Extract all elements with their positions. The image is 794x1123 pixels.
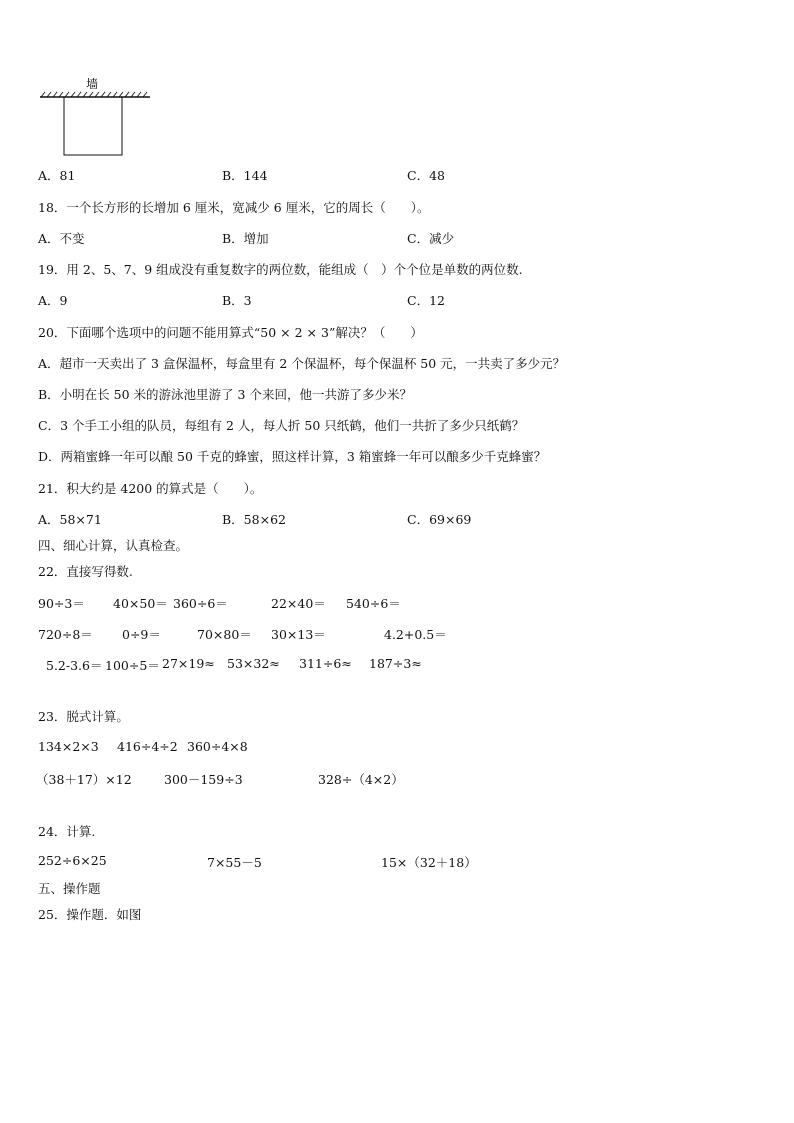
q20-option-a[interactable]: A．超市一天卖出了 3 盒保温杯，每盒里有 2 个保温杯，每个保温杯 50 元，一共卖了多少元？ <box>38 356 566 371</box>
q18-stem: 18．一个长方形的长增加 6 厘米，宽减少 6 厘米，它的周长（ ）。 <box>38 200 430 215</box>
q21-option-a[interactable]: A．58×71 <box>38 512 102 527</box>
q21-stem: 21．积大约是 4200 的算式是（ ）。 <box>38 481 263 496</box>
q18-option-c[interactable]: C．减少 <box>407 231 455 246</box>
q22-row1-item: 22×40＝ <box>271 596 326 611</box>
wall-rectangle-figure <box>38 76 154 158</box>
q22-row3-item: 311÷6≈ <box>299 656 352 671</box>
q22-row2-item: 4.2+0.5＝ <box>384 627 447 642</box>
q24-stem: 24．计算. <box>38 824 96 839</box>
q17-option-b[interactable]: B．144 <box>222 168 268 183</box>
q19-option-b[interactable]: B．3 <box>222 293 252 308</box>
q21-option-b[interactable]: B．58×62 <box>222 512 286 527</box>
q20-stem: 20．下面哪个选项中的问题不能用算式“50 × 2 × 3”解决？（ ） <box>38 325 423 340</box>
q24-row1-item: 15×（32＋18） <box>381 855 477 870</box>
q22-row1-item: 40×50＝ <box>113 596 168 611</box>
q22-row1-item: 360÷6＝ <box>173 596 228 611</box>
q23-row2-item: （38＋17）×12 <box>36 772 132 787</box>
q23-row1-item: 134×2×3 <box>38 739 99 754</box>
q22-row3-item: 187÷3≈ <box>369 656 422 671</box>
q20-option-d[interactable]: D．两箱蜜蜂一年可以酿 50 千克的蜂蜜，照这样计算，3 箱蜜蜂一年可以酿多少千克蜂蜜？ <box>38 449 547 464</box>
q20-option-b[interactable]: B．小明在长 50 米的游泳池里游了 3 个来回，他一共游了多少米？ <box>38 387 412 402</box>
q22-row2-item: 720÷8＝ <box>38 627 93 642</box>
q23-row2-item: 300－159÷3 <box>164 772 243 787</box>
q22-row3-item: 27×19≈ <box>162 656 215 671</box>
section-5-title: 五、操作题 <box>38 881 101 896</box>
q17-option-c[interactable]: C．48 <box>407 168 445 183</box>
rectangle-shape <box>64 97 122 155</box>
q18-option-a[interactable]: A．不变 <box>38 231 85 246</box>
q22-row2-item: 0÷9＝ <box>122 627 161 642</box>
q23-row1-item: 360÷4×8 <box>187 739 248 754</box>
section-4-title: 四、细心计算，认真检查。 <box>38 538 189 553</box>
q23-row1-item: 416÷4÷2 <box>117 739 178 754</box>
q17-option-a[interactable]: A．81 <box>38 168 76 183</box>
q24-row1-item: 252÷6×25 <box>38 853 107 868</box>
q22-row3-item: 53×32≈ <box>227 656 280 671</box>
q24-row1-item: 7×55－5 <box>207 855 262 870</box>
wall-hatching <box>41 92 147 97</box>
q19-option-c[interactable]: C．12 <box>407 293 445 308</box>
q22-row1-item: 540÷6＝ <box>346 596 401 611</box>
q19-stem: 19．用 2、5、7、9 组成没有重复数字的两位数，能组成（ ）个个位是单数的两位数. <box>38 262 523 277</box>
q21-option-c[interactable]: C．69×69 <box>407 512 472 527</box>
q22-stem: 22．直接写得数. <box>38 564 133 579</box>
q19-option-a[interactable]: A．9 <box>38 293 68 308</box>
q23-stem: 23．脱式计算。 <box>38 709 129 724</box>
q22-row3-item: 5.2-3.6＝ <box>46 658 103 673</box>
wall-label: 墙 <box>86 77 99 91</box>
q18-option-b[interactable]: B．增加 <box>222 231 269 246</box>
q22-row2-item: 30×13＝ <box>271 627 326 642</box>
q25-stem: 25．操作题．如图 <box>38 907 142 922</box>
q22-row1-item: 90÷3＝ <box>38 596 85 611</box>
q22-row2-item: 70×80＝ <box>197 627 252 642</box>
q22-row3-item: 100÷5＝ <box>105 658 160 673</box>
q23-row2-item: 328÷（4×2） <box>318 772 404 787</box>
q20-option-c[interactable]: C．3 个手工小组的队员，每组有 2 人，每人折 50 只纸鹤，他们一共折了多少只纸鹤？ <box>38 418 525 433</box>
